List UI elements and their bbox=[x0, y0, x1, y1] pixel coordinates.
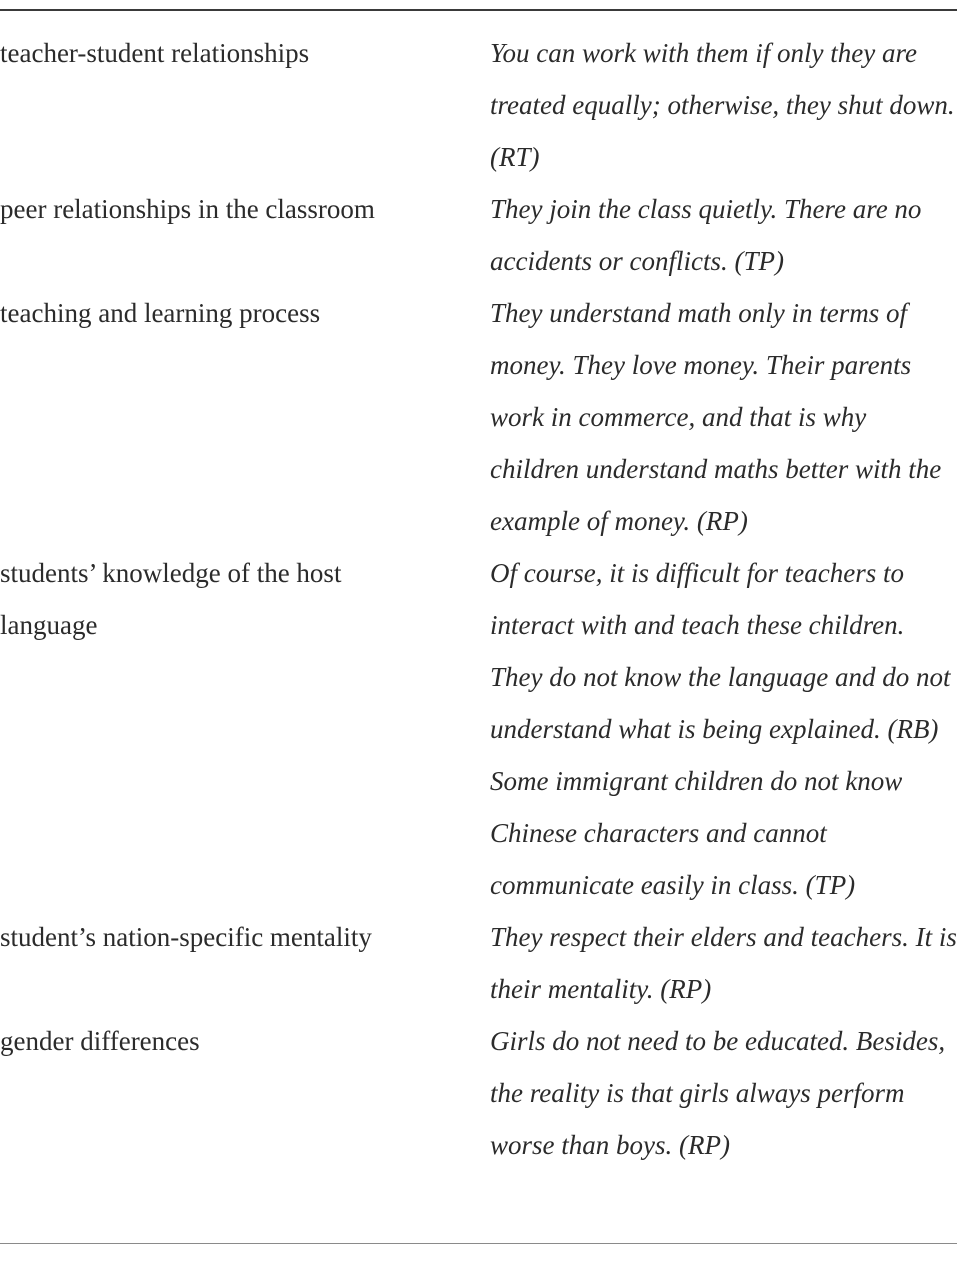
table-row bbox=[0, 27, 957, 183]
quote-cell bbox=[490, 183, 957, 287]
quote-cell bbox=[490, 547, 957, 911]
theme-cell: teacher-student relationships bbox=[0, 38, 310, 68]
quote-text: Of course, it is difficult for teachers to interact with and teach these children. They do not know the language and do not understand what is being explained. (RB) bbox=[490, 558, 951, 744]
theme-cell: student’s nation-specific mentality bbox=[0, 922, 372, 952]
table-row bbox=[0, 1015, 957, 1171]
quote-cell bbox=[490, 1015, 957, 1171]
table-row bbox=[0, 183, 957, 287]
quote-text: They understand math only in terms of money. They love money. Their parents work in commerce, and that is why children understand maths better with the example of money. (RP) bbox=[490, 298, 942, 536]
themes-quotes-table bbox=[0, 27, 957, 1171]
theme-cell: peer relationships in the classroom bbox=[0, 194, 375, 224]
quote-text: They join the class quietly. There are no accidents or conflicts. (TP) bbox=[490, 194, 922, 276]
quote-cell bbox=[490, 287, 957, 547]
theme-cell: gender differences bbox=[0, 1026, 200, 1056]
theme-cell: students’ knowledge of the host language bbox=[0, 558, 342, 640]
table-top-rule bbox=[0, 9, 957, 11]
quote-text: Some immigrant children do not know Chinese characters and cannot communicate easily in class. (TP) bbox=[490, 766, 903, 900]
quote-cell bbox=[490, 27, 957, 183]
quote-text: Girls do not need to be educated. Besides, the reality is that girls always perform worse than boys. (RP) bbox=[490, 1026, 946, 1160]
table-row bbox=[0, 547, 957, 911]
quote-text: They respect their elders and teachers. It is their mentality. (RP) bbox=[490, 922, 957, 1004]
table-row bbox=[0, 911, 957, 1015]
table-bottom-rule bbox=[0, 1243, 957, 1244]
quote-text: You can work with them if only they are treated equally; otherwise, they shut down. (RT) bbox=[490, 38, 955, 172]
table-row bbox=[0, 287, 957, 547]
theme-cell: teaching and learning process bbox=[0, 298, 321, 328]
quote-cell bbox=[490, 911, 957, 1015]
